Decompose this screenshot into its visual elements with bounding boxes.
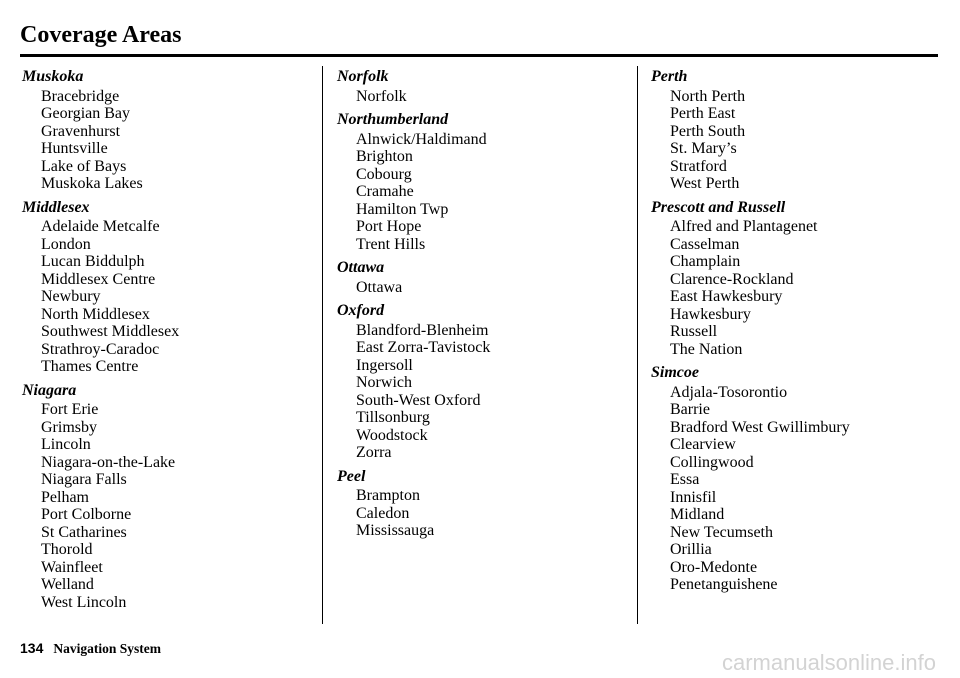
region-name: Middlesex (22, 198, 90, 216)
town-item: Midland (670, 506, 725, 523)
town-list (22, 88, 179, 193)
town-item: Strathroy-Caradoc (41, 340, 160, 358)
town-item: Innisfil (670, 488, 717, 506)
coverage-column-1 (22, 68, 179, 611)
page-footer (20, 640, 161, 658)
town-item: Casselman (670, 235, 740, 253)
town-item: Brampton (356, 487, 420, 504)
region-section (651, 68, 850, 193)
region-name: Simcoe (651, 364, 699, 381)
town-list (651, 384, 850, 594)
town-item: Norwich (356, 374, 412, 391)
town-item: Brighton (356, 148, 413, 165)
region-section (22, 199, 179, 376)
region-section (337, 111, 490, 253)
town-item: North Middlesex (41, 305, 150, 323)
town-list (337, 88, 490, 106)
town-item: Ottawa (356, 278, 403, 296)
page-title: Coverage Areas (20, 22, 182, 48)
town-item: Perth East (670, 105, 736, 122)
town-item: Bracebridge (41, 87, 120, 105)
coverage-column-3 (651, 68, 850, 594)
town-item: Huntsville (41, 140, 108, 157)
town-list (22, 218, 179, 376)
town-item: London (41, 235, 91, 253)
region-name: Niagara (22, 381, 77, 399)
watermark: carmanualsonline.info (721, 650, 936, 675)
column-divider (637, 66, 638, 624)
town-item: Ingersoll (356, 356, 413, 374)
region-name: Muskoka (22, 68, 84, 85)
town-item: Woodstock (356, 426, 428, 444)
town-list (651, 88, 850, 193)
town-list (337, 131, 490, 254)
town-item: Wainfleet (41, 558, 103, 576)
coverage-column-2 (337, 68, 490, 540)
town-item: Orillia (670, 541, 712, 558)
town-item: St. Mary’s (670, 140, 737, 157)
town-item: Clarence-Rockland (670, 270, 794, 288)
town-item: Tillsonburg (356, 409, 430, 426)
region-section (337, 259, 490, 296)
town-item: St Catharines (41, 523, 127, 541)
town-item: Zorra (356, 444, 392, 461)
town-item: Oro-Medonte (670, 558, 758, 576)
town-item: Champlain (670, 253, 741, 270)
town-list (337, 322, 490, 462)
town-item: Russell (670, 323, 718, 340)
region-section (651, 364, 850, 594)
region-name: Northumberland (337, 111, 449, 128)
town-item: North Perth (670, 87, 746, 105)
town-item: Thames Centre (41, 358, 139, 375)
town-item: Mississauga (356, 522, 435, 539)
town-item: Collingwood (670, 453, 754, 471)
town-item: Newbury (41, 288, 101, 305)
town-item: Cobourg (356, 165, 412, 183)
town-item: New Tecumseth (670, 523, 773, 541)
region-name: Peel (337, 467, 366, 485)
region-section (22, 382, 179, 612)
town-item: Hawkesbury (670, 305, 751, 323)
footer-section-label: Navigation System (53, 641, 161, 656)
title-divider (20, 54, 938, 57)
town-item: Georgian Bay (41, 105, 131, 122)
region-section (337, 68, 490, 105)
region-name: Ottawa (337, 259, 385, 276)
town-item: Lucan Biddulph (41, 253, 145, 270)
town-item: Grimsby (41, 418, 97, 436)
town-item: Norfolk (356, 87, 407, 105)
town-item: Blandford-Blenheim (356, 321, 489, 339)
town-item: Alfred and Plantagenet (670, 218, 818, 235)
town-item: Hamilton Twp (356, 200, 449, 218)
town-item: Southwest Middlesex (41, 323, 180, 340)
town-item: West Perth (670, 175, 740, 192)
town-item: Stratford (670, 157, 727, 175)
town-item: The Nation (670, 340, 743, 358)
town-item: Muskoka Lakes (41, 175, 143, 192)
town-item: Barrie (670, 401, 710, 418)
region-section (651, 199, 850, 359)
page-number: 134 (20, 640, 44, 656)
town-list (22, 401, 179, 611)
town-item: Perth South (670, 122, 746, 140)
town-item: Middlesex Centre (41, 270, 156, 288)
town-item: Pelham (41, 488, 89, 506)
town-item: Niagara Falls (41, 471, 127, 488)
town-item: Adjala-Tosorontio (670, 383, 788, 401)
region-name: Norfolk (337, 68, 389, 85)
town-list (651, 218, 850, 358)
region-name: Prescott and Russell (651, 198, 786, 216)
town-item: Lincoln (41, 436, 91, 453)
town-list (337, 487, 490, 540)
town-item: East Hawkesbury (670, 288, 783, 305)
region-name: Perth (651, 68, 688, 85)
town-item: Alnwick/Haldimand (356, 130, 487, 148)
town-item: Bradford West Gwillimbury (670, 418, 850, 436)
town-item: East Zorra-Tavistock (356, 339, 491, 356)
town-item: Essa (670, 471, 700, 488)
town-item: Fort Erie (41, 401, 99, 418)
town-list (337, 279, 490, 297)
region-name: Oxford (337, 302, 385, 319)
town-item: Trent Hills (356, 235, 426, 253)
town-item: Lake of Bays (41, 157, 127, 175)
town-item: Cramahe (356, 183, 414, 200)
town-item: West Lincoln (41, 593, 127, 611)
town-item: Caledon (356, 504, 410, 522)
town-item: Port Colborne (41, 506, 132, 523)
town-item: Niagara-on-the-Lake (41, 453, 176, 471)
town-item: Thorold (41, 541, 93, 558)
town-item: Gravenhurst (41, 122, 121, 140)
town-item: Welland (41, 576, 94, 593)
column-divider (322, 66, 323, 624)
town-item: Adelaide Metcalfe (41, 218, 160, 235)
town-item: Penetanguishene (670, 576, 778, 593)
town-item: Clearview (670, 436, 736, 453)
town-item: Port Hope (356, 218, 422, 235)
region-section (337, 468, 490, 540)
town-item: South-West Oxford (356, 391, 481, 409)
region-section (22, 68, 179, 193)
region-section (337, 302, 490, 462)
